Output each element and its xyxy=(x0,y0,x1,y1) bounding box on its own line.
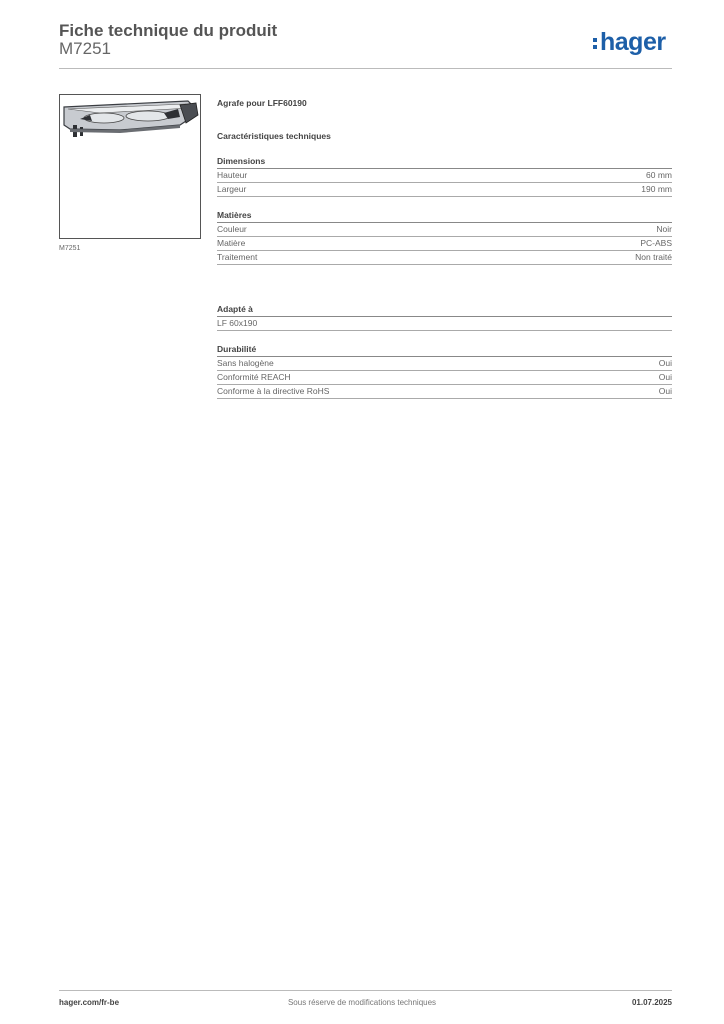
spec-value: 60 mm xyxy=(646,170,672,180)
product-reference: M7251 xyxy=(59,39,111,58)
section-title: Matières xyxy=(217,209,672,223)
spec-label: Traitement xyxy=(217,252,258,262)
section-compatible xyxy=(217,303,672,331)
product-name: Agrafe pour LFF60190 xyxy=(217,98,307,108)
footer-disclaimer: Sous réserve de modifications techniques xyxy=(287,998,437,1007)
logo-dots-icon xyxy=(593,34,598,51)
spec-row xyxy=(217,237,672,251)
section-title: Dimensions xyxy=(217,155,672,169)
hager-logo xyxy=(593,28,666,56)
clip-product-photo-icon xyxy=(60,95,200,238)
section-title: Durabilité xyxy=(217,343,672,357)
spec-row xyxy=(217,385,672,399)
spec-label: Conforme à la directive RoHS xyxy=(217,386,330,396)
footer-date: 01.07.2025 xyxy=(631,998,672,1007)
spec-value: PC-ABS xyxy=(640,238,672,248)
section-title: Adapté à xyxy=(217,303,672,317)
spec-label: Conformité REACH xyxy=(217,372,291,382)
product-image xyxy=(59,94,201,239)
section-durability xyxy=(217,343,672,399)
spec-label: Matière xyxy=(217,238,246,248)
image-caption: M7251 xyxy=(59,245,81,252)
spec-label: Largeur xyxy=(217,184,247,194)
footer-divider xyxy=(59,990,672,991)
spec-row xyxy=(217,317,672,331)
spec-label: Couleur xyxy=(217,224,247,234)
spec-label: Hauteur xyxy=(217,170,248,180)
spec-value: Oui xyxy=(658,386,672,396)
spec-value: 190 mm xyxy=(641,184,672,194)
spec-row xyxy=(217,183,672,197)
page-title: Fiche technique du produit xyxy=(59,21,278,40)
spec-row xyxy=(217,223,672,237)
spec-label: Sans halogène xyxy=(217,358,274,368)
footer-website-link[interactable]: hager.com/fr-be xyxy=(59,998,120,1007)
section-materials xyxy=(217,209,672,265)
logo-text: hager xyxy=(600,28,666,56)
spec-content xyxy=(217,96,672,399)
spec-value: Oui xyxy=(658,372,672,382)
spec-value: Non traité xyxy=(635,252,672,262)
spec-value: Noir xyxy=(656,224,672,234)
spec-row xyxy=(217,169,672,183)
spec-row xyxy=(217,251,672,265)
characteristics-title: Caractéristiques techniques xyxy=(217,131,331,141)
spec-label: LF 60x190 xyxy=(217,318,258,328)
spec-row xyxy=(217,357,672,371)
spec-row xyxy=(217,371,672,385)
spec-value: Oui xyxy=(658,358,672,368)
header-divider xyxy=(59,68,672,69)
section-dimensions xyxy=(217,155,672,197)
